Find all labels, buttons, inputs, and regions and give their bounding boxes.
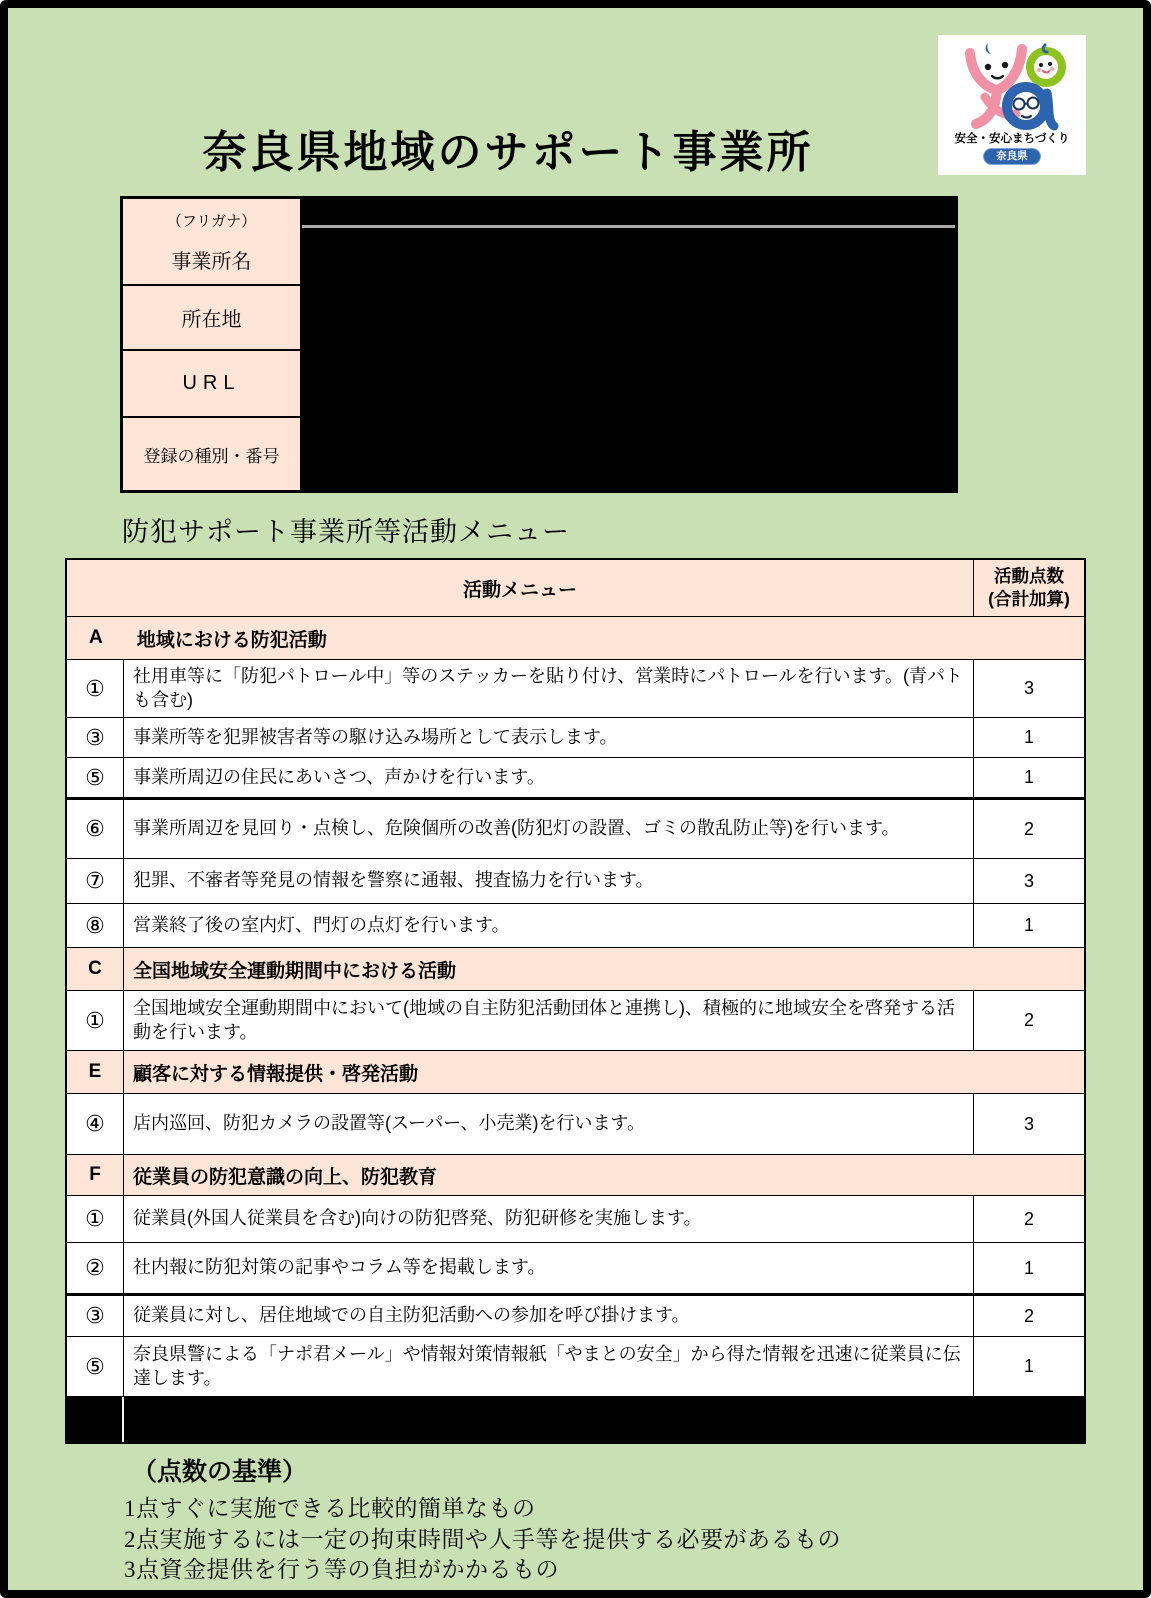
activity-menu-table — [65, 558, 1086, 1444]
item-description-cell: 従業員(外国人従業員を含む)向けの防犯啓発、防犯研修を実施します。 — [133, 1208, 702, 1229]
activity-item-row — [67, 797, 1084, 858]
section-row-E — [67, 1050, 1084, 1093]
item-description-cell: 事業所等を犯罪被害者等の駆け込み場所として表示します。 — [133, 726, 618, 747]
item-points-cell: 2 — [973, 991, 1084, 1050]
info-table-row — [123, 351, 955, 418]
item-description-cell: 事業所周辺を見回り・点検し、危険個所の改善(防犯灯の設置、ゴミの散乱防止等)を行います。 — [133, 818, 900, 839]
points-criteria-line-1: 1点すぐに実施できる比較的簡単なもの — [124, 1496, 536, 1521]
business-name-label: 事業所名 — [171, 250, 252, 273]
logo-pref-badge: 奈良県 — [983, 148, 1041, 166]
activity-item-row — [67, 1293, 1084, 1336]
furigana-label: （フリガナ） — [166, 212, 257, 230]
item-points-cell: 3 — [973, 660, 1084, 717]
redacted-value-area — [302, 286, 955, 351]
points-criteria-line-2: 2点実施するには一定の拘束時間や人手等を提供する必要があるもの — [124, 1526, 841, 1552]
pref-mascot-logo-icon — [952, 37, 1072, 133]
item-points-cell: 2 — [973, 800, 1084, 858]
item-description-cell: 従業員に対し、居住地域での自主防犯活動への参加を呼び掛けます。 — [133, 1305, 690, 1326]
activity-item-row — [67, 903, 1084, 947]
points-header-line2: (合計加算) — [988, 589, 1070, 609]
item-number-cell: ⑥ — [67, 800, 124, 858]
section-letter-cell: E — [67, 1051, 124, 1093]
item-points-cell: 2 — [973, 1196, 1084, 1242]
section-letter: A — [89, 627, 103, 648]
logo-caption: 安全・安心まちづくり — [954, 133, 1070, 145]
redacted-row-divider — [122, 1397, 124, 1442]
section-title-cell: 顧客に対する情報提供・啓発活動 — [133, 1063, 419, 1085]
activity-item-row — [67, 1336, 1084, 1396]
activity-item-row — [67, 1242, 1084, 1293]
info-field-label: URL — [123, 351, 302, 418]
item-number-cell: ③ — [67, 718, 124, 757]
item-description-cell: 店内巡回、防犯カメラの設置等(スーパー、小売業)を行います。 — [133, 1113, 646, 1134]
activity-item-row — [67, 757, 1084, 797]
item-points-cell: 1 — [973, 904, 1084, 947]
activity-item-row — [67, 858, 1084, 903]
menu-column-header: 活動メニュー — [462, 579, 577, 601]
info-field-label — [123, 199, 302, 286]
business-info-table — [120, 196, 958, 493]
info-field-label: 登録の種別・番号 — [123, 418, 302, 490]
item-number-cell: ① — [67, 991, 124, 1050]
item-points-cell: 3 — [973, 859, 1084, 903]
item-description-cell: 営業終了後の室内灯、門灯の点灯を行います。 — [133, 914, 510, 935]
item-points-cell: 2 — [973, 1296, 1084, 1336]
item-points-cell: 1 — [973, 718, 1084, 757]
info-field-label: 所在地 — [123, 286, 302, 351]
section-title-cell: 全国地域安全運動期間中における活動 — [133, 960, 457, 982]
item-points-cell: 1 — [973, 1243, 1084, 1293]
redaction-separator-line — [302, 225, 955, 228]
activity-item-row — [67, 990, 1084, 1050]
section-letter-cell: C — [67, 948, 124, 990]
info-table-row — [123, 418, 955, 490]
points-column-header — [973, 560, 1084, 616]
item-points-cell: 1 — [973, 1337, 1084, 1396]
item-description-cell: 事業所周辺の住民にあいさつ、声かけを行います。 — [133, 766, 545, 787]
activity-item-row — [67, 1195, 1084, 1242]
points-criteria-line-3: 3点資金提供を行う等の負担がかかるもの — [124, 1557, 559, 1582]
item-number-cell: ⑦ — [67, 859, 124, 903]
activity-item-row — [67, 659, 1084, 717]
points-criteria-note — [124, 1452, 841, 1586]
item-number-cell: ⑤ — [67, 758, 124, 797]
redacted-row — [67, 1396, 1084, 1442]
item-description-cell: 社用車等に「防犯パトロール中」等のステッカーを貼り付け、営業時にパトロールを行います。(青パトも含む) — [133, 665, 963, 710]
item-number-cell: ④ — [67, 1094, 124, 1154]
item-number-cell: ⑤ — [67, 1337, 124, 1396]
item-description-cell: 犯罪、不審者等発見の情報を警察に通報、捜査協力を行います。 — [133, 870, 654, 891]
item-number-cell: ① — [67, 660, 124, 717]
item-number-cell: ③ — [67, 1296, 124, 1336]
item-description-cell: 社内報に防犯対策の記事やコラム等を掲載します。 — [133, 1257, 546, 1278]
activity-item-row — [67, 717, 1084, 757]
safety-machizukuri-logo — [938, 35, 1086, 175]
section-title-text: 地域における防犯活動 — [136, 629, 327, 651]
redacted-value-area — [302, 418, 955, 490]
item-points-cell: 1 — [973, 758, 1084, 797]
item-number-cell: ⑧ — [67, 904, 124, 947]
redacted-value-area — [302, 199, 955, 286]
activity-table-header-row — [67, 560, 1084, 616]
section-letter-cell: F — [67, 1155, 124, 1195]
item-points-cell: 3 — [973, 1094, 1084, 1154]
points-criteria-heading: （点数の基準） — [132, 1459, 308, 1486]
section-row-C — [67, 947, 1084, 990]
section-title-cell: 従業員の防犯意識の向上、防犯教育 — [133, 1166, 438, 1188]
section-label-cell — [67, 617, 1084, 659]
info-table-row — [123, 286, 955, 351]
section-row-F — [67, 1154, 1084, 1195]
redacted-value-area — [302, 351, 955, 418]
item-number-cell: ② — [67, 1243, 124, 1293]
section-row-A — [67, 616, 1084, 659]
item-description-cell: 全国地域安全運動期間中において(地域の自主防犯活動団体と連携し)、積極的に地域安全を啓発する活動を行います。 — [133, 997, 955, 1042]
points-header-line1: 活動点数 — [994, 566, 1064, 587]
item-description-cell: 奈良県警による「ナポ君メール」や情報対策情報紙「やまとの安全」から得た情報を迅速に従業員に伝達します。 — [133, 1343, 961, 1388]
activity-menu-section-title: 防犯サポート事業所等活動メニュー — [122, 517, 570, 547]
item-number-cell: ① — [67, 1196, 124, 1242]
info-table-row — [123, 199, 955, 286]
activity-item-row — [67, 1093, 1084, 1154]
page-title: 奈良県地域のサポート事業所 — [202, 128, 814, 177]
